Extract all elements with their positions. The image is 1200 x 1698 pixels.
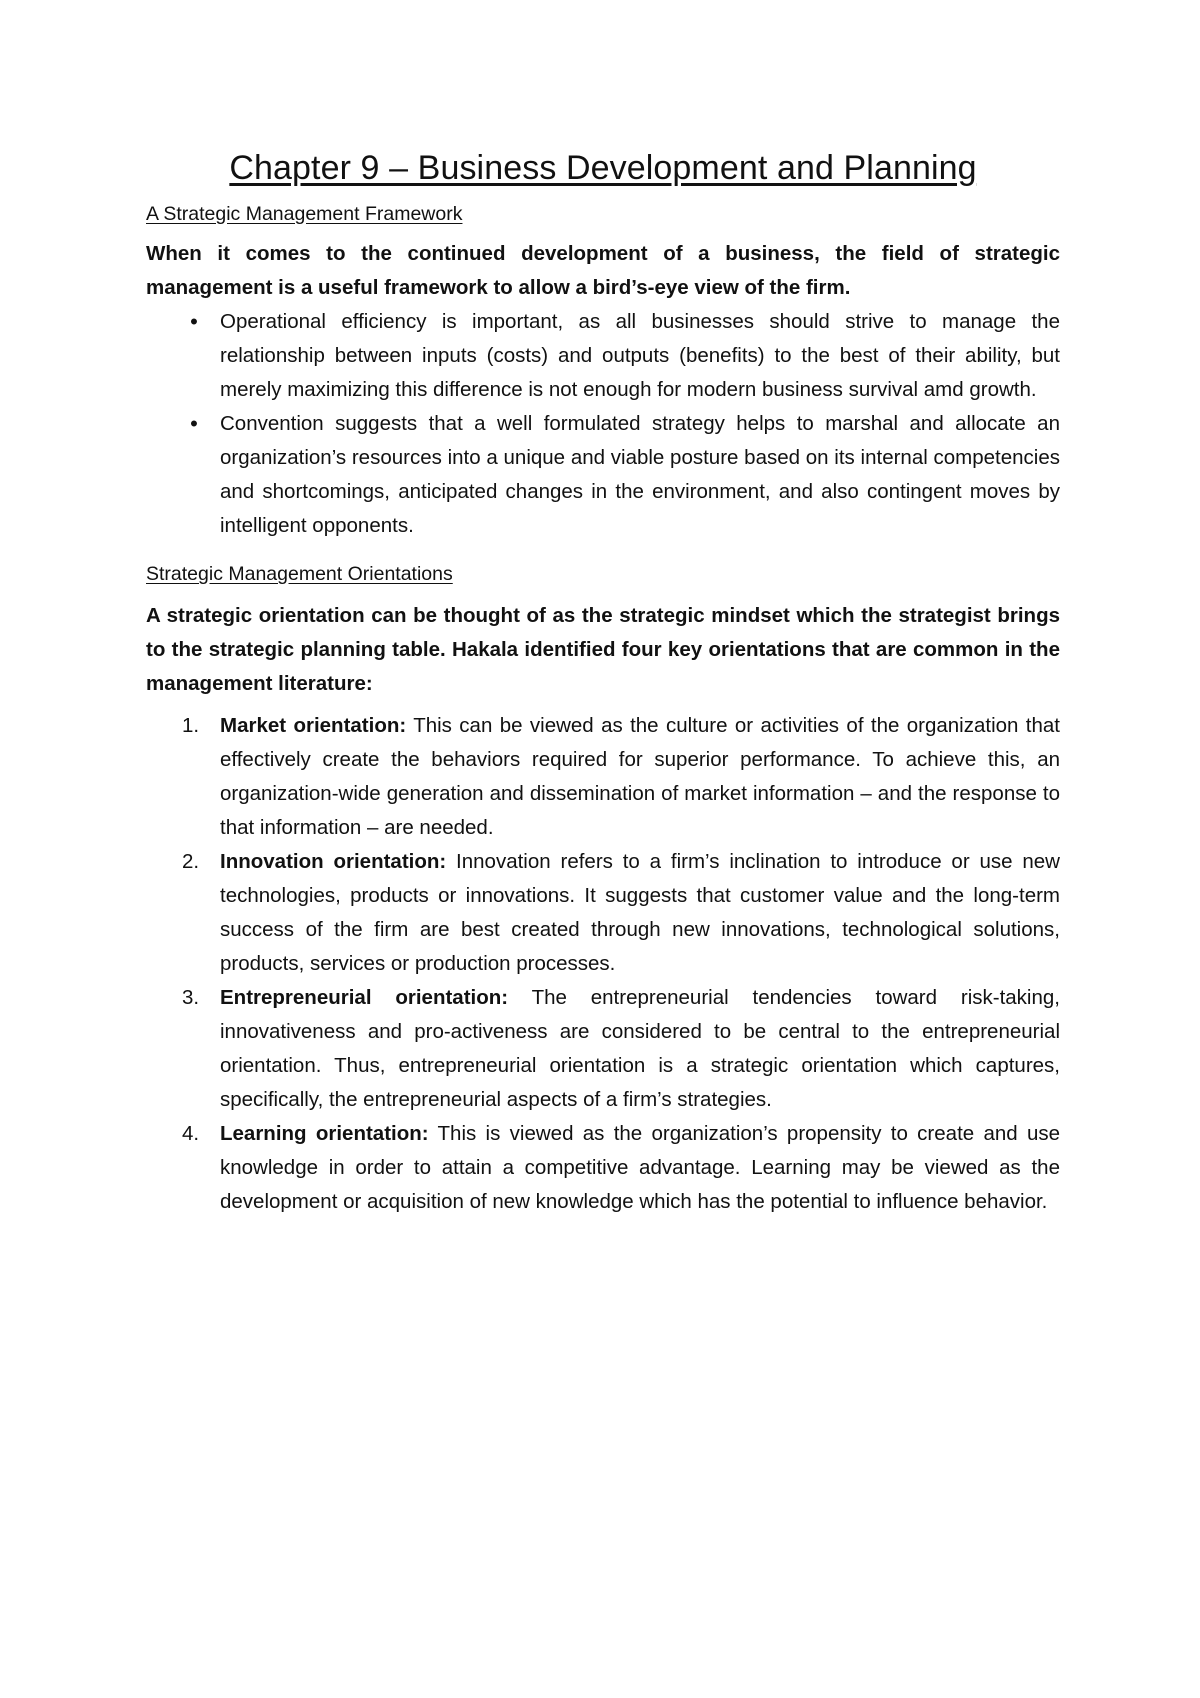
framework-intro-paragraph: When it comes to the continued development of a business, the field of strategic management is a useful framework to allow a bird’s-eye view of the firm. [146, 242, 1060, 300]
section-heading-orientations: Strategic Management Orientations [146, 563, 453, 586]
list-item [146, 407, 1060, 543]
item-text: This can be viewed as the culture or activities of the organization that effectively create the behaviors required for superior performance. To achieve this, an organization-wide generation and dissemination of market information – and the response to that information – are needed. [220, 714, 1060, 840]
bullet-text: Operational efficiency is important, as all businesses should strive to manage the relationship between inputs (costs) and outputs (benefits) to the best of their ability, but merely maximizing this difference is not enough for modern business survival amd growth. [220, 310, 1060, 402]
item-term: Learning orientation: [220, 1122, 429, 1146]
list-item [146, 1117, 1060, 1219]
item-text: The entrepreneurial tendencies toward risk-taking, innovativeness and pro-activeness are considered to be central to the entrepreneurial orientation. Thus, entrepreneurial orientation is a strategic orientation which captures, specifically, the entrepreneurial aspects of a firm’s strategies. [220, 986, 1060, 1112]
orientations-numbered-list [146, 709, 1060, 1219]
document-page [146, 148, 1060, 1219]
page-title: Chapter 9 – Business Development and Planning [229, 149, 977, 187]
bullet-icon: • [190, 309, 198, 335]
item-term: Entrepreneurial orientation: [220, 986, 509, 1010]
list-item [146, 305, 1060, 407]
item-number: 2. [182, 850, 200, 874]
bullet-icon: • [190, 411, 198, 437]
item-number: 4. [182, 1122, 200, 1146]
list-item [146, 845, 1060, 981]
framework-bullet-list [146, 305, 1060, 543]
list-item [146, 981, 1060, 1117]
item-text: This is viewed as the organization’s propensity to create and use knowledge in order to attain a competitive advantage. Learning may be viewed as the development or acquisition of new knowledge which has the potential to influence behavior. [220, 1122, 1061, 1214]
item-number: 1. [182, 714, 200, 738]
item-text: Innovation refers to a firm’s inclination to introduce or use new technologies, products or innovations. It suggests that customer value and the long-term success of the firm are best created through new innovations, technological solutions, products, services or production processes. [220, 850, 1060, 976]
item-term: Market orientation: [220, 714, 407, 738]
section-heading-framework: A Strategic Management Framework [146, 202, 463, 225]
orientations-intro-paragraph: A strategic orientation can be thought of as the strategic mindset which the strategist brings to the strategic planning table. Hakala identified four key orientations that are common in the management literature: [146, 604, 1060, 696]
item-term: Innovation orientation: [220, 850, 447, 874]
item-number: 3. [182, 986, 200, 1010]
list-item [146, 709, 1060, 845]
bullet-text: Convention suggests that a well formulated strategy helps to marshal and allocate an organization’s resources into a unique and viable posture based on its internal competencies and shortcomings, anticipated changes in the environment, and also contingent moves by intelligent opponents. [220, 412, 1060, 538]
